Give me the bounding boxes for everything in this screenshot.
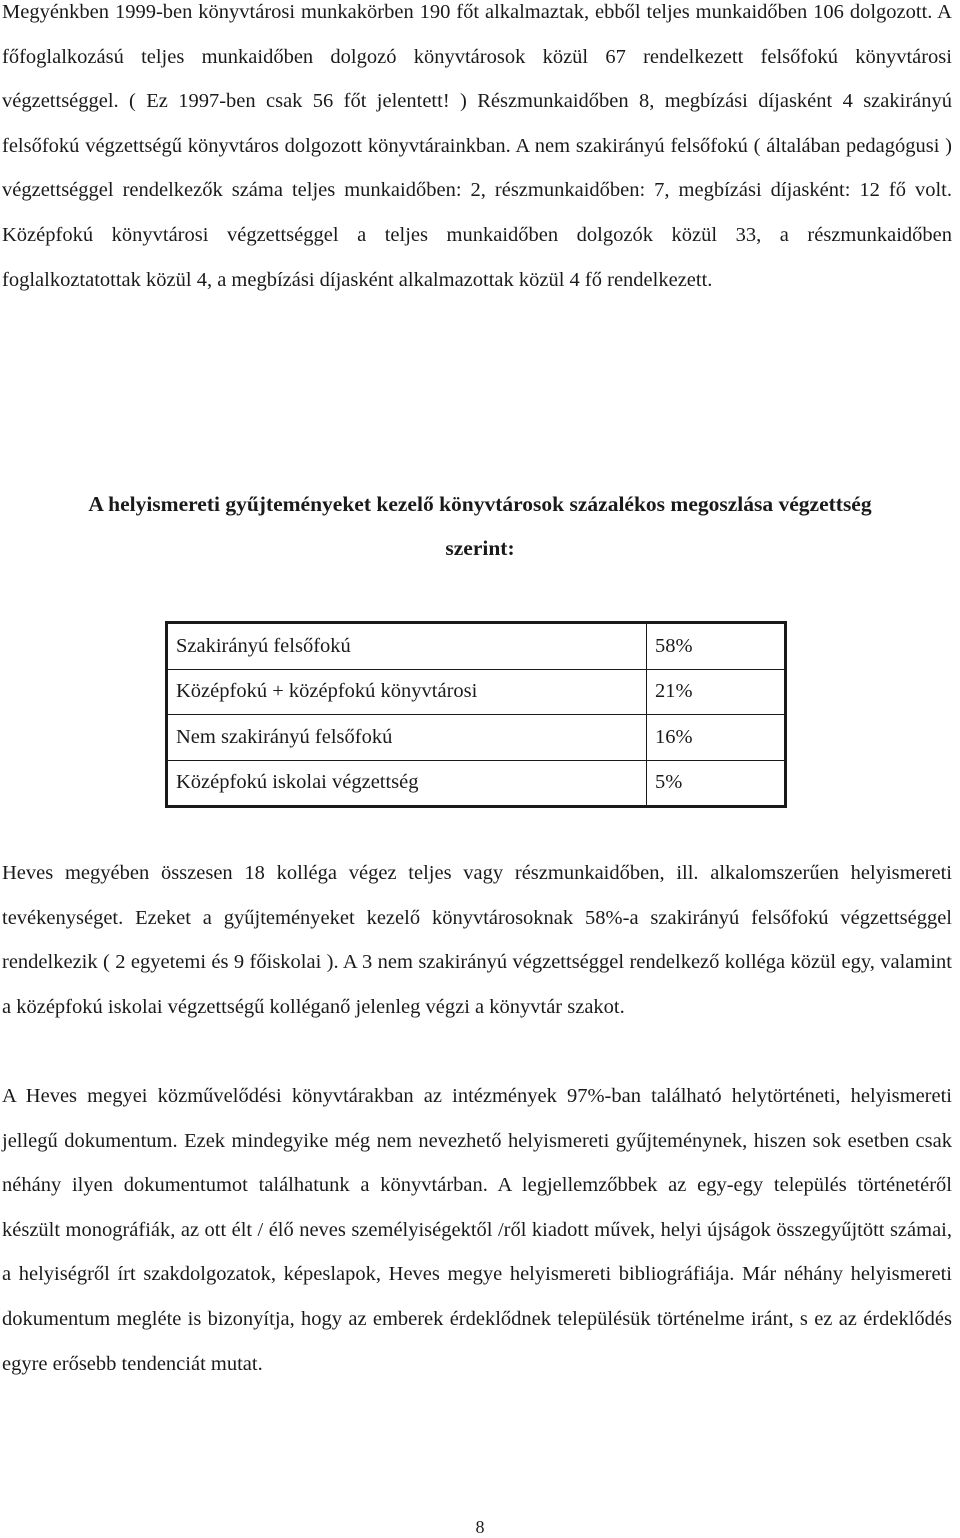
row-value: 58% [646,623,785,670]
paragraph-staffing: Megyénkben 1999-ben könyvtárosi munkakörben 190 főt alkalmaztak, ebből teljes munkaidőben 106 dolgozott. A főfoglalkozású teljes munkaidőben dolgozó könyvtárosok közül 67 rendelkezett felsőfokú könyvtárosi végzettséggel. ( Ez 1997-ben csak 56 főt jelentett! ) Részmunkaidőben 8, megbízási díjasként 4 szakirányú felsőfokú végzettségű könyvtáros dolgozott könyvtárainkban. A nem szakirányú felsőfokú ( általában pedagógusi ) végzettséggel rendelkezők száma teljes munkaidőben: 2, részmunkaidőben: 7, megbízási díjasként: 12 fő volt. Középfokú könyvtárosi végzettséggel a teljes munkaidőben dolgozók közül 33, a részmunkaidőben foglalkoztatottak közül 4, a megbízási díjasként alkalmazottak közül 4 fő rendelkezett. [2,1,952,291]
row-label: Középfokú iskolai végzettség [167,760,647,807]
table-row [167,760,786,807]
table-row [167,669,786,715]
row-label: Szakirányú felsőfokú [167,623,647,670]
row-value: 5% [646,760,785,807]
table-row [167,715,786,761]
table-row [167,623,786,670]
table-heading-line-1: A helyismereti gyűjteményeket kezelő könyvtárosok százalékos megoszlása végzettség [88,492,872,516]
row-value: 16% [646,715,785,761]
paragraph-local-history-collections: A Heves megyei közművelődési könyvtárakban az intézmények 97%-ban található helytörténeti, helyismereti jellegű dokumentum. Ezek mindegyike még nem nevezhető helyismereti gyűjteménynek, hiszen sok esetben csak néhány ilyen dokumentumot találhatunk a könyvtárban. A legjellemzőbbek az egy-egy település történetéről készült monográfiák, az ott élt / élő neves személyiségektől /ről kiadott művek, helyi újságok összegyűjtött számai, a helyiségről írt szakdolgozatok, képeslapok, Heves megye helyismereti bibliográfiája. Már néhány helyismereti dokumentum megléte is bizonyítja, hogy az emberek érdeklődnek településük történelme iránt, s ez az érdeklődés egyre erősebb tendenciát mutat. [2,1085,952,1375]
table-heading-line-2: szerint: [445,536,515,560]
row-value: 21% [646,669,785,715]
row-label: Nem szakirányú felsőfokú [167,715,647,761]
education-distribution-table [165,621,787,808]
page-number: 8 [475,1517,485,1537]
paragraph-local-history-staff: Heves megyében összesen 18 kolléga végez teljes vagy részmunkaidőben, ill. alkalomszerűen helyismereti tevékenységet. Ezeket a gyűjteményeket kezelő könyvtárosoknak 58%-a szakirányú felsőfokú végzettséggel rendelkezik ( 2 egyetemi és 9 főiskolai ). A 3 nem szakirányú végzettséggel rendelkező kolléga közül egy, valamint a középfokú iskolai végzettségű kolléganő jelenleg végzi a könyvtár szakot. [2,862,952,1018]
row-label: Középfokú + középfokú könyvtárosi [167,669,647,715]
